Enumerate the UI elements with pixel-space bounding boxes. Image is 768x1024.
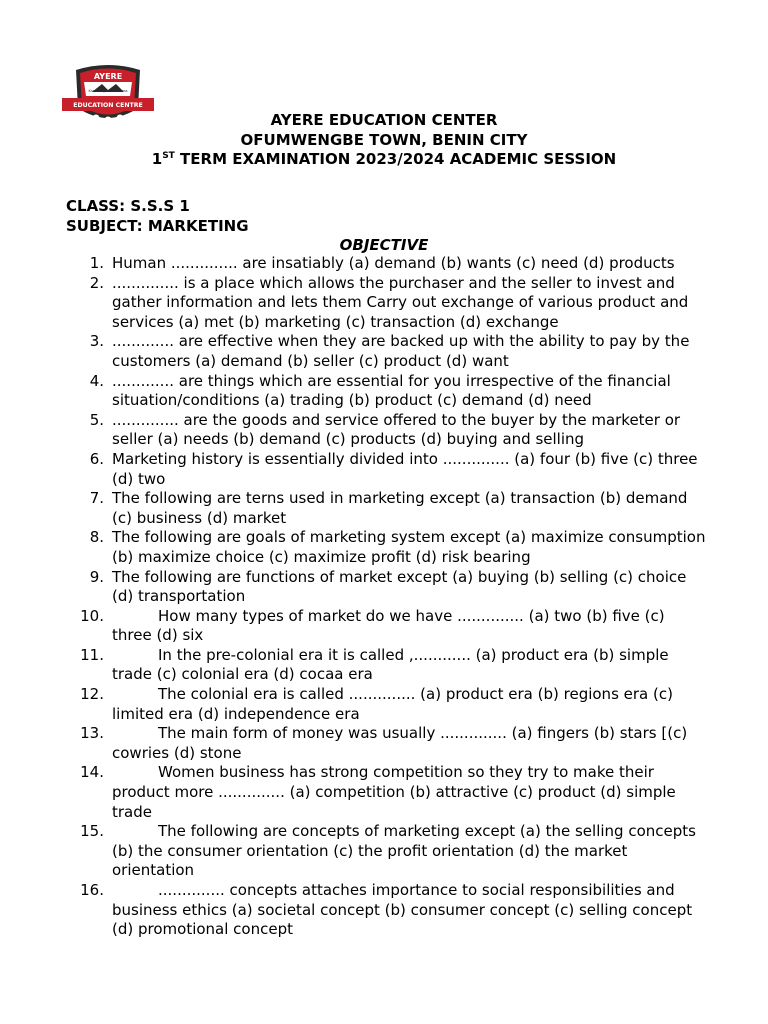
section-title: OBJECTIVE	[339, 236, 429, 254]
question-text: .............. are the goods and service offered to the buyer by the marketer or seller (a) needs (b) demand (c) products (d) buying and selling	[112, 410, 681, 449]
question-text: The colonial era is called .............. (a) product era (b) regions era (c) limited era (d) independence era	[112, 685, 673, 723]
question-item	[0, 724, 768, 763]
question-number: 1.	[89, 254, 104, 272]
question-number: 13.	[80, 724, 104, 743]
question-item	[0, 881, 768, 940]
question-text: ............. are things which are essential for you irrespective of the financial situation/conditions (a) trading (b) product (c) demand (d) need	[112, 371, 671, 410]
exam-title: 1ST TERM EXAMINATION 2023/2024 ACADEMIC SESSION	[151, 150, 617, 168]
svg-text:Knowledge for Success: Knowledge for Success	[88, 89, 128, 93]
question-text: The main form of money was usually .............. (a) fingers (b) stars [(c) cowries (d) stone	[112, 724, 688, 762]
question-number: 14.	[80, 763, 104, 782]
question-number: 4.	[89, 371, 104, 390]
question-number: 6.	[89, 449, 104, 468]
question-item	[0, 646, 768, 685]
question-text: Marketing history is essentially divided into .............. (a) four (b) five (c) three (d) two	[112, 449, 698, 488]
question-item	[0, 607, 768, 646]
document-header	[0, 111, 768, 170]
subject-line: SUBJECT: MARKETING	[66, 217, 249, 235]
question-number: 11.	[80, 645, 104, 664]
question-text: How many types of market do we have .............. (a) two (b) five (c) three (d) six	[112, 606, 665, 645]
question-item	[0, 411, 768, 450]
question-text: Women business has strong competition so they try to make their product more .............. (a) competition (b) attractive (c) product (d) simple trade	[112, 763, 676, 821]
question-text: .............. is a place which allows the purchaser and the seller to invest and gather information and lets them Carry out exchange of various product and services (a) met (b) marketing (c) transaction (d) exchange	[112, 273, 689, 331]
question-item	[0, 822, 768, 881]
question-item	[0, 568, 768, 607]
question-item	[0, 489, 768, 528]
question-item	[0, 685, 768, 724]
question-text: ............. are effective when they are backed up with the ability to pay by the customers (a) demand (b) seller (c) product (d) want	[112, 332, 690, 370]
svg-text:AYERE: AYERE	[93, 72, 123, 81]
question-item	[0, 450, 768, 489]
question-text: Human .............. are insatiably (a) demand (b) wants (c) need (d) products	[112, 254, 675, 272]
question-list	[0, 254, 768, 940]
question-number: 16.	[80, 881, 104, 899]
question-number: 7.	[89, 489, 104, 508]
school-name: AYERE EDUCATION CENTER	[270, 111, 498, 129]
question-item	[0, 254, 768, 274]
question-number: 8.	[89, 528, 104, 547]
question-text: The following are concepts of marketing except (a) the selling concepts (b) the consumer orientation (c) the profit orientation (d) the market orientation	[112, 822, 696, 880]
question-item	[0, 332, 768, 371]
svg-text:EDUCATION CENTRE: EDUCATION CENTRE	[73, 102, 143, 109]
question-item	[0, 274, 768, 333]
class-line: CLASS: S.S.S 1	[66, 197, 190, 215]
question-number: 2.	[89, 273, 104, 292]
question-number: 3.	[89, 332, 104, 351]
question-text: The following are terns used in marketing except (a) transaction (b) demand (c) business (d) market	[112, 489, 688, 527]
question-number: 15.	[80, 822, 104, 841]
question-number: 10.	[80, 606, 104, 625]
question-number: 9.	[89, 567, 104, 586]
question-item	[0, 763, 768, 822]
question-number: 12.	[80, 685, 104, 704]
question-text: The following are goals of marketing system except (a) maximize consumption (b) maximize choice (c) maximize profit (d) risk bearing	[112, 528, 706, 566]
question-text: In the pre-colonial era it is called ,............ (a) product era (b) simple trade (c) colonial era (d) cocaa era	[112, 645, 669, 684]
question-item	[0, 528, 768, 567]
question-number: 5.	[89, 410, 104, 429]
question-text: .............. concepts attaches importance to social responsibilities and business ethics (a) societal concept (b) consumer concept (c) selling concept (d) promotional concept	[112, 881, 693, 939]
exam-meta	[66, 196, 249, 236]
school-address: OFUMWENGBE TOWN, BENIN CITY	[240, 130, 528, 149]
question-item	[0, 372, 768, 411]
question-text: The following are functions of market except (a) buying (b) selling (c) choice (d) transportation	[112, 567, 687, 606]
